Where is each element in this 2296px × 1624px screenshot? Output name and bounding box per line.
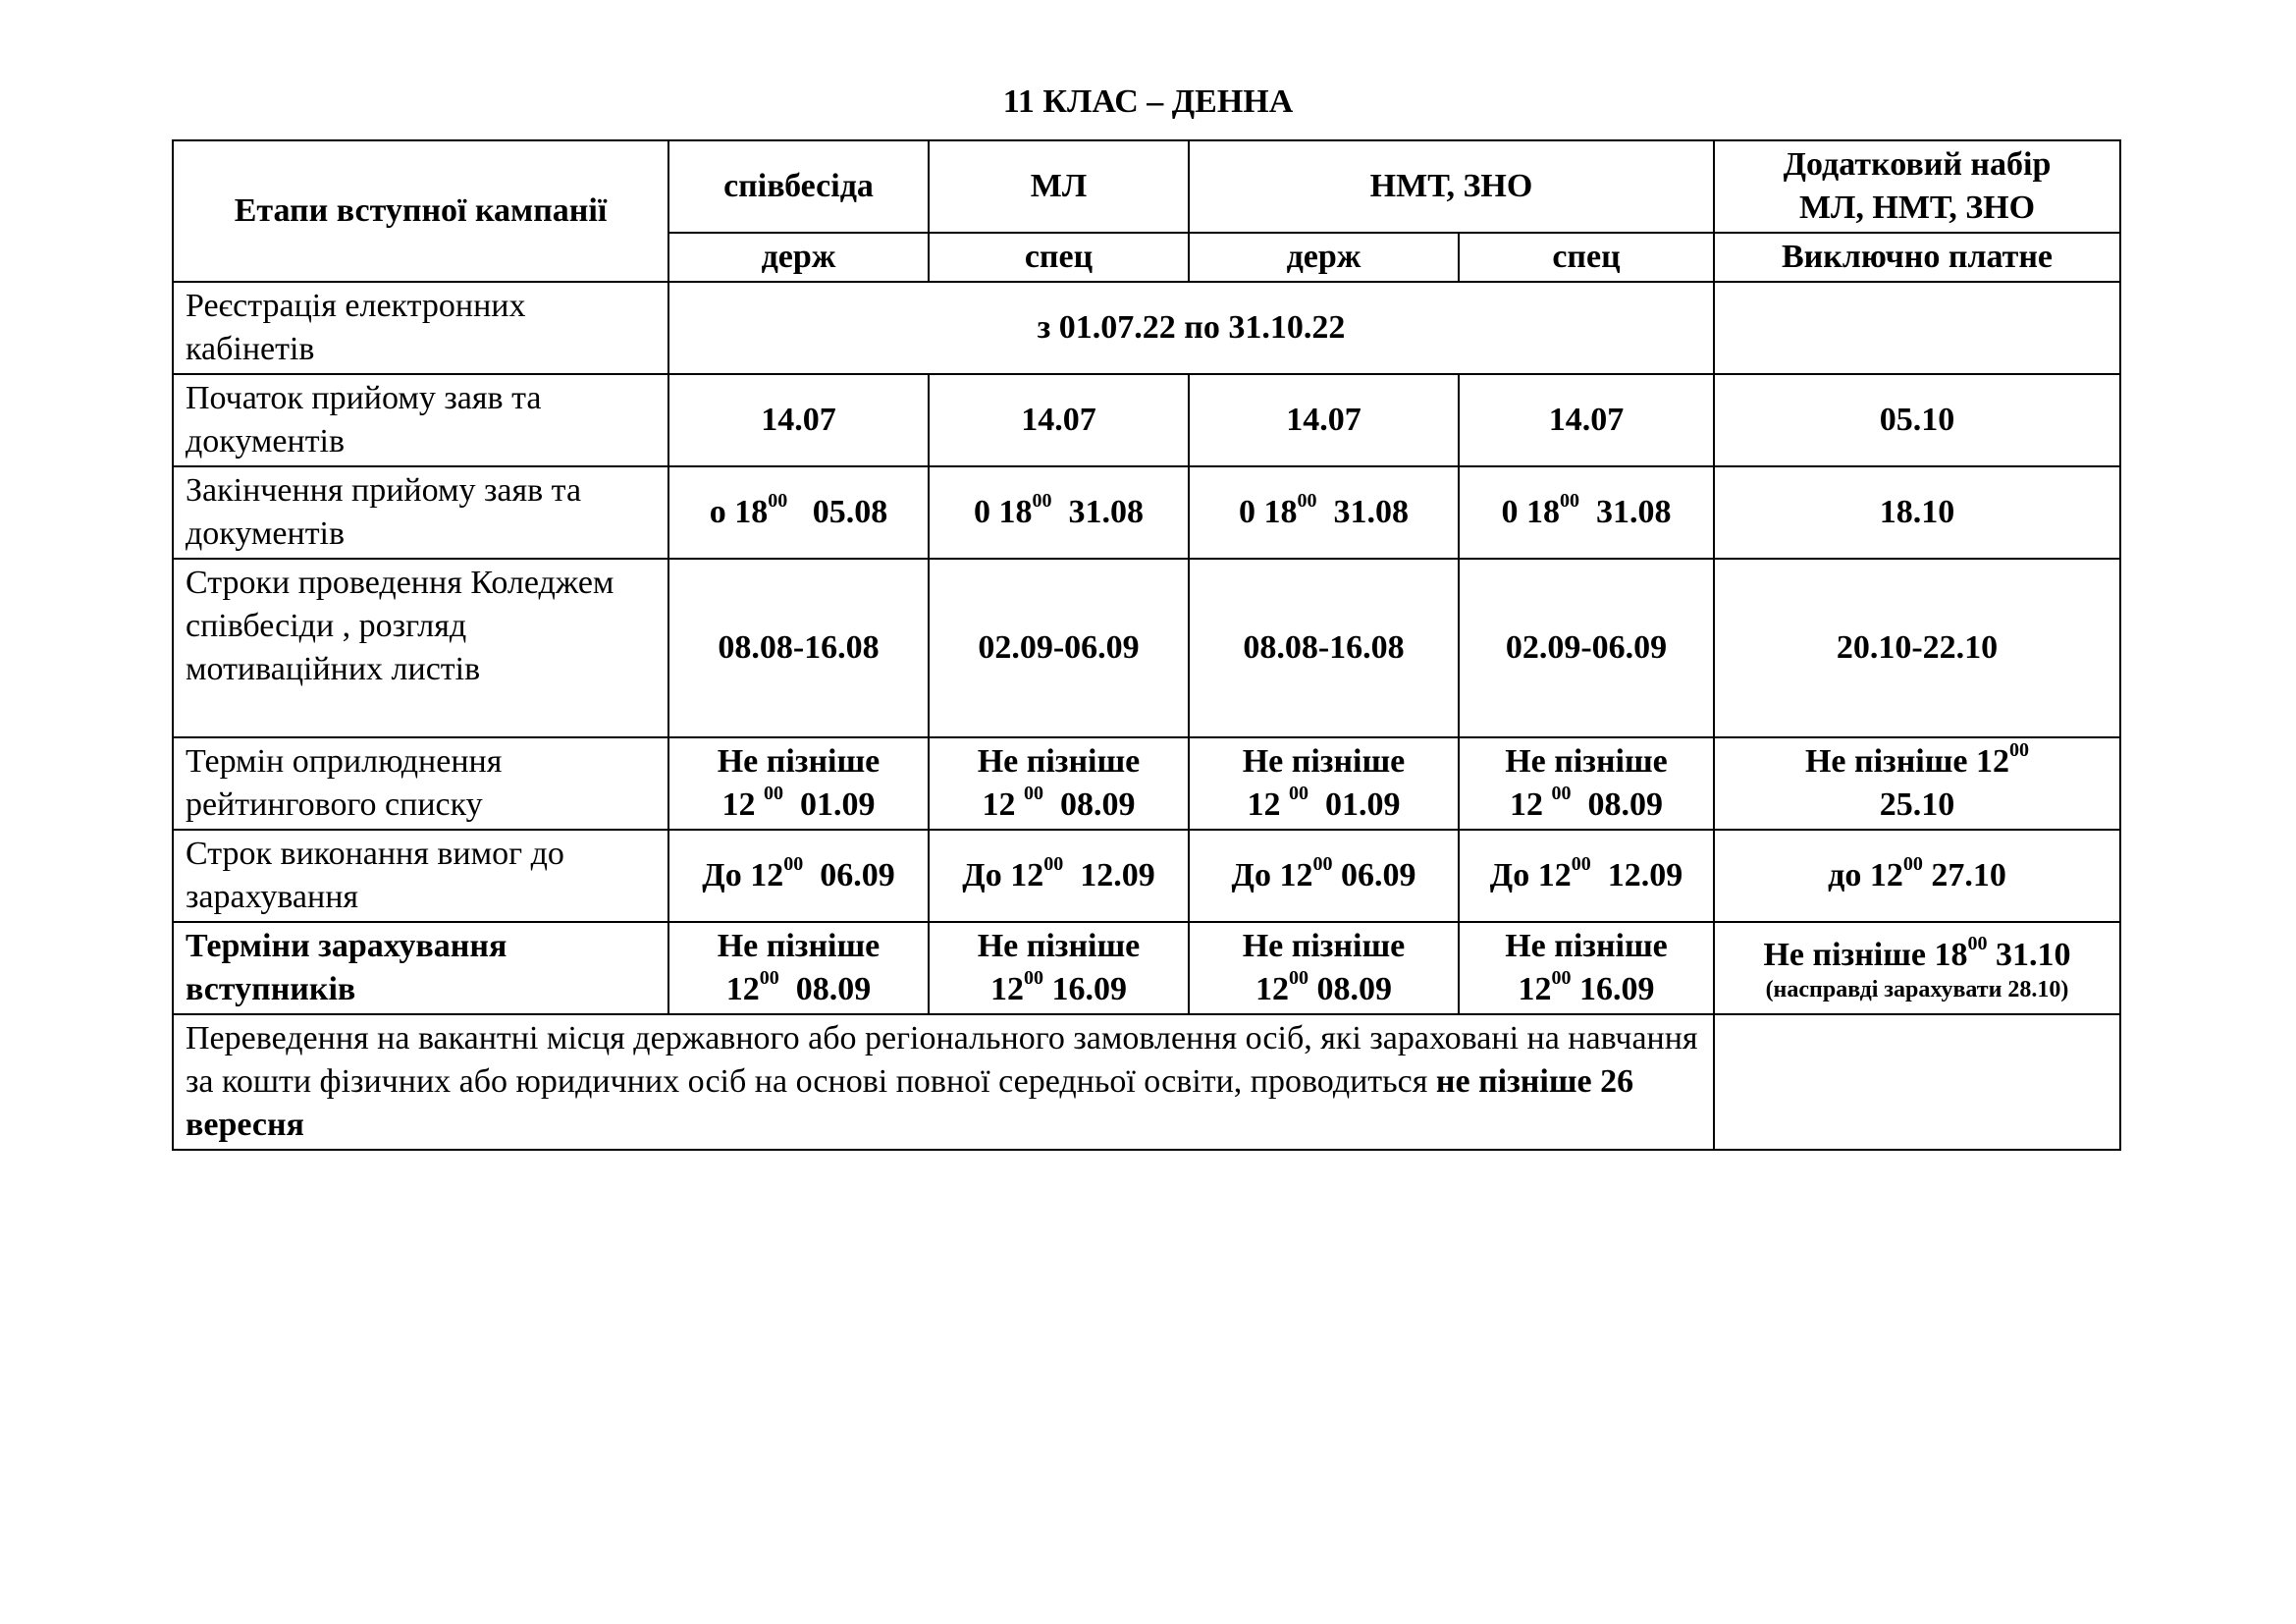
header-additional-line1: Додатковий набір xyxy=(1783,146,2052,183)
row-label: Закінчення прийому заяв та документів xyxy=(173,466,668,559)
registration-period: з 01.07.22 по 31.10.22 xyxy=(668,282,1714,374)
table-cell: 14.07 xyxy=(1459,374,1714,466)
table-cell: До $12^{00}$ 06.09 xyxy=(1189,830,1459,922)
table-cell: до $12^{00}$ 27.10 xyxy=(1714,830,2120,922)
table-cell: о $18^{00}$ 05.08 xyxy=(668,466,929,559)
header-row xyxy=(173,140,2120,233)
row-end xyxy=(173,466,2120,559)
table-cell: До $12^{00}$ 06.09 xyxy=(668,830,929,922)
table-cell: 05.10 xyxy=(1714,374,2120,466)
row-label: Строк виконання вимог до зарахування xyxy=(173,830,668,922)
header-additional-line2: МЛ, НМТ, ЗНО xyxy=(1798,189,2036,226)
table-cell: Не пізніше 12 $^{00}$ 01.09 xyxy=(1189,737,1459,830)
table-cell: Не пізніше 12 $^{00}$ 08.09 xyxy=(929,737,1189,830)
table-cell: Не пізніше $12^{00}$ 25.10 xyxy=(1714,737,2120,830)
subheader-spets-2: спец xyxy=(1459,233,1714,282)
header-interview: співбесіда xyxy=(668,140,929,233)
table-cell: Не пізніше $12^{00}$ 16.09 xyxy=(929,922,1189,1014)
table-cell: 20.10-22.10 xyxy=(1714,559,2120,737)
transfer-extra xyxy=(1714,1014,2120,1150)
subheader-spets: спец xyxy=(929,233,1189,282)
table-cell: 14.07 xyxy=(929,374,1189,466)
table-cell: 18.10 xyxy=(1714,466,2120,559)
row-enrollment xyxy=(173,922,2120,1014)
table-cell: 14.07 xyxy=(668,374,929,466)
table-cell: Не пізніше $12^{00}$ 08.09 xyxy=(1189,922,1459,1014)
table-cell: 14.07 xyxy=(1189,374,1459,466)
document-title: 11 КЛАС – ДЕННА xyxy=(1002,83,1294,120)
registration-extra xyxy=(1714,282,2120,374)
table-cell: 08.08-16.08 xyxy=(1189,559,1459,737)
table-cell: 02.09-06.09 xyxy=(1459,559,1714,737)
header-nmt: НМТ, ЗНО xyxy=(1189,140,1714,233)
table-cell: 08.08-16.08 xyxy=(668,559,929,737)
subheader-paid: Виключно платне xyxy=(1714,233,2120,282)
header-additional xyxy=(1714,140,2120,233)
row-transfer xyxy=(173,1014,2120,1150)
row-label: Реєстрація електронних кабінетів xyxy=(173,282,668,374)
table-cell: Не пізніше $12^{00}$ 16.09 xyxy=(1459,922,1714,1014)
table-cell: До $12^{00}$ 12.09 xyxy=(929,830,1189,922)
row-label: Строки проведення Коледжем співбесіди , розгляд мотиваційних листів xyxy=(173,559,668,737)
row-start xyxy=(173,374,2120,466)
row-label: Терміни зарахування вступників xyxy=(173,922,668,1014)
row-registration xyxy=(173,282,2120,374)
transfer-text: Переведення на вакантні місця державного або регіонального замовлення осіб, які зараховані на навчання за кошти фізичних або юридичних осіб на основі повної середньої освіти, проводиться не пізніше 26 вересня xyxy=(173,1014,1714,1150)
enrollment-note: (насправді зарахувати 28.10) xyxy=(1765,977,2069,1002)
header-stages: Етапи вступної кампанії xyxy=(173,140,668,282)
table-cell: До $12^{00}$ 12.09 xyxy=(1459,830,1714,922)
table-cell: Не пізніше $12^{00}$ 08.09 xyxy=(668,922,929,1014)
subheader-derzh-2: держ xyxy=(1189,233,1459,282)
subheader-derzh: держ xyxy=(668,233,929,282)
row-label: Термін оприлюднення рейтингового списку xyxy=(173,737,668,830)
header-ml: МЛ xyxy=(929,140,1189,233)
admission-schedule-table xyxy=(172,139,2121,1151)
table-cell: Не пізніше $18^{00}$ 31.10 (насправді зарахувати 28.10) xyxy=(1714,922,2120,1014)
row-interviews xyxy=(173,559,2120,737)
table-cell: 0 $18^{00}$ 31.08 xyxy=(1459,466,1714,559)
row-rating xyxy=(173,737,2120,830)
table-cell: 02.09-06.09 xyxy=(929,559,1189,737)
table-cell: 0 $18^{00}$ 31.08 xyxy=(1189,466,1459,559)
table-cell: Не пізніше 12 $^{00}$ 08.09 xyxy=(1459,737,1714,830)
row-requirements xyxy=(173,830,2120,922)
row-label: Початок прийому заяв та документів xyxy=(173,374,668,466)
table-cell: Не пізніше 12 $^{00}$ 01.09 xyxy=(668,737,929,830)
table-cell: 0 $18^{00}$ 31.08 xyxy=(929,466,1189,559)
